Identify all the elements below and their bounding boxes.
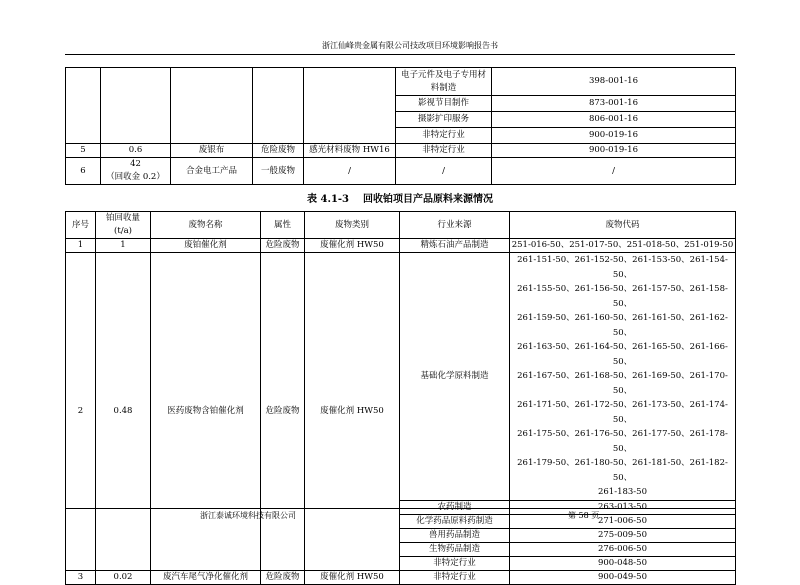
name-cell: 废汽车尾气净化催化剂 — [151, 570, 261, 584]
qty-cell: 1 — [96, 239, 151, 253]
code-cell: 263-013-50 — [510, 500, 736, 514]
header-rule — [65, 54, 735, 55]
industry-cell: 非特定行业 — [396, 128, 492, 144]
table-cell — [304, 68, 396, 144]
attr-cell: 危险废物 — [253, 144, 304, 158]
category-cell: 废催化剂 HW50 — [305, 239, 400, 253]
table-cell — [101, 68, 171, 144]
industry-cell: 兽用药品制造 — [400, 528, 510, 542]
industry-cell: 摄影扩印服务 — [396, 112, 492, 128]
table-cell — [171, 68, 253, 144]
no-cell: 3 — [66, 570, 96, 584]
qty-cell: 0.48 — [96, 253, 151, 571]
table-row — [66, 239, 736, 253]
name-cell: 废银布 — [171, 144, 253, 158]
industry-cell: 非特定行业 — [400, 570, 510, 584]
page-number: 第 58 页 — [568, 511, 600, 520]
code-line: 261-151-50、261-152-50、261-153-50、261-154-50、 — [517, 255, 728, 280]
code-line: 261-167-50、261-168-50、261-169-50、261-170-50、 — [517, 371, 728, 396]
page-header: 浙江仙峰贵金属有限公司技改项目环境影响报告书 — [322, 41, 498, 50]
no-cell: 1 — [66, 239, 96, 253]
table-row — [66, 68, 736, 96]
name-cell: 废铂催化剂 — [151, 239, 261, 253]
code-cell: 275-009-50 — [510, 528, 736, 542]
waste-source-table-continued — [65, 67, 736, 185]
category-cell: 感光材料废物 HW16 — [304, 144, 396, 158]
code-cell: 900-048-50 — [510, 556, 736, 570]
qty-cell — [101, 158, 171, 185]
code-cell: 900-049-50 — [510, 570, 736, 584]
qty-note: （回收金 0.2） — [106, 172, 165, 182]
industry-cell: 生物药品制造 — [400, 542, 510, 556]
industry-cell: 农药制造 — [400, 500, 510, 514]
code-line: 261-175-50、261-176-50、261-177-50、261-178-50、 — [517, 429, 728, 454]
code-line: 261-179-50、261-180-50、261-181-50、261-182-50、 — [517, 458, 728, 483]
attr-cell: 一般废物 — [253, 158, 304, 185]
code-line: 261-159-50、261-160-50、261-161-50、261-162-50、 — [517, 313, 728, 338]
code-cell: 900-019-16 — [492, 144, 736, 158]
category-cell: 废催化剂 HW50 — [305, 570, 400, 584]
header-row — [66, 212, 736, 239]
code-list-cell — [510, 253, 736, 501]
footer-rule — [65, 508, 735, 509]
industry-cell: 影视节目制作 — [396, 96, 492, 112]
header-category: 废物类别 — [305, 212, 400, 239]
name-cell: 合金电工产品 — [171, 158, 253, 185]
platinum-source-table — [65, 211, 736, 585]
code-cell: 271-006-50 — [510, 514, 736, 528]
header-qty-unit: (t/a) — [114, 226, 132, 236]
industry-cell: 非特定行业 — [400, 556, 510, 570]
attr-cell: 危险废物 — [261, 239, 305, 253]
category-cell: / — [304, 158, 396, 185]
header-qty-line: 铂回收量 — [105, 213, 140, 223]
no-cell: 5 — [66, 144, 101, 158]
table-cell — [66, 68, 101, 144]
no-cell: 2 — [66, 253, 96, 571]
attr-cell: 危险废物 — [261, 570, 305, 584]
table-row — [66, 570, 736, 584]
industry-cell: 化学药品原料药制造 — [400, 514, 510, 528]
code-cell: 398-001-16 — [492, 68, 736, 96]
header-code: 废物代码 — [510, 212, 736, 239]
table-row — [66, 144, 736, 158]
code-cell: 251-016-50、251-017-50、251-018-50、251-019-50 — [510, 239, 736, 253]
industry-cell: 电子元件及电子专用材料制造 — [396, 68, 492, 96]
qty-cell: 0.02 — [96, 570, 151, 584]
code-line: 261-171-50、261-172-50、261-173-50、261-174-50、 — [517, 400, 728, 425]
header-no: 序号 — [66, 212, 96, 239]
table-caption — [65, 190, 735, 205]
table-cell — [253, 68, 304, 144]
code-cell: 873-001-16 — [492, 96, 736, 112]
category-cell: 废催化剂 HW50 — [305, 253, 400, 571]
code-line: 261-163-50、261-164-50、261-165-50、261-166-50、 — [517, 342, 728, 367]
qty-cell: 0.6 — [101, 144, 171, 158]
industry-cell: 非特定行业 — [396, 144, 492, 158]
code-cell: / — [492, 158, 736, 185]
no-cell: 6 — [66, 158, 101, 185]
name-cell: 医药废物含铂催化剂 — [151, 253, 261, 571]
code-cell: 276-006-50 — [510, 542, 736, 556]
attr-cell: 危险废物 — [261, 253, 305, 571]
header-attr: 属性 — [261, 212, 305, 239]
footer-company: 浙江泰诚环境科技有限公司 — [200, 511, 296, 520]
code-cell: 900-019-16 — [492, 128, 736, 144]
header-name: 废物名称 — [151, 212, 261, 239]
code-line: 261-155-50、261-156-50、261-157-50、261-158-50、 — [517, 284, 728, 309]
table-row — [66, 253, 736, 501]
industry-cell: 基础化学原料制造 — [400, 253, 510, 501]
code-line: 261-183-50 — [597, 487, 647, 497]
header-qty — [96, 212, 151, 239]
header-industry: 行业来源 — [400, 212, 510, 239]
qty-line: 42 — [130, 159, 141, 169]
code-cell: 806-001-16 — [492, 112, 736, 128]
industry-cell: 精炼石油产品制造 — [400, 239, 510, 253]
table-row — [66, 158, 736, 185]
caption-number: 表 4.1-3 — [307, 194, 350, 205]
caption-title: 回收铂项目产品原料来源情况 — [362, 194, 493, 205]
industry-cell: / — [396, 158, 492, 185]
